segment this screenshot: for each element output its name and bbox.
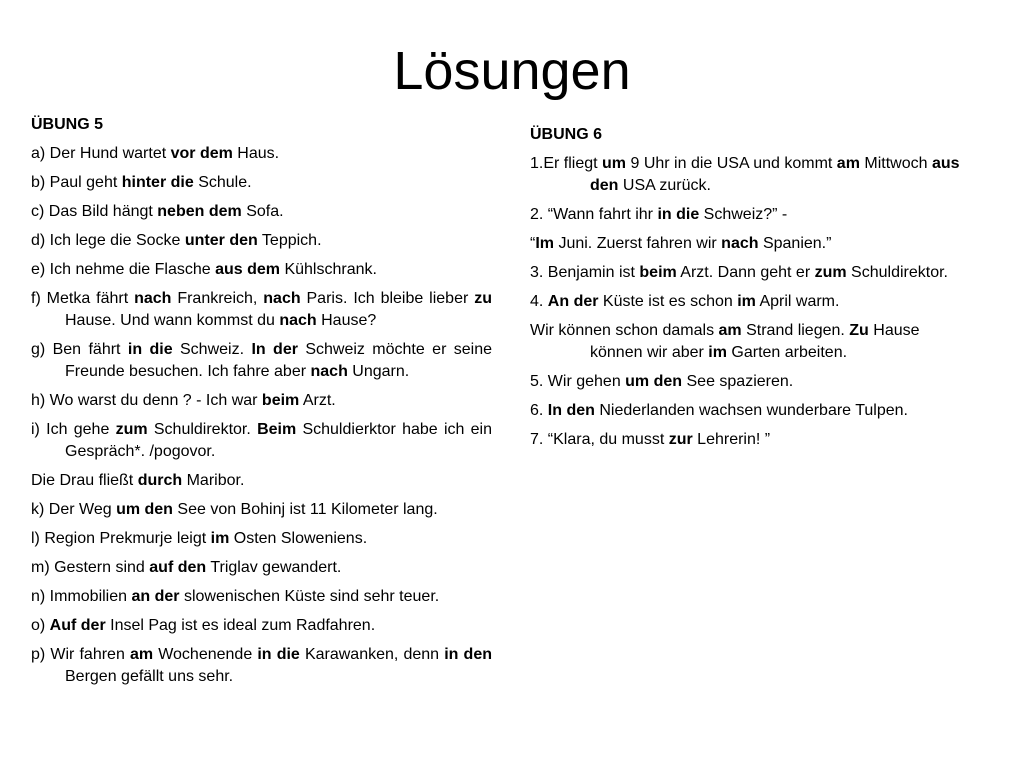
answer-text: Haus. — [232, 145, 280, 162]
answer-line — [31, 419, 492, 463]
answer-text: 9 Uhr in die USA und kommt — [626, 155, 837, 172]
answer-text: Schuldirektor. — [147, 421, 258, 438]
answer-text: Hause können wir aber — [590, 322, 920, 361]
answer-highlight: um den — [116, 501, 173, 518]
exercise-5-column — [31, 114, 492, 695]
answer-line — [530, 262, 970, 284]
answer-highlight: im — [708, 344, 727, 361]
answer-text: Paris. Ich bleibe lieber — [300, 290, 475, 307]
exercise-6-heading: ÜBUNG 6 — [530, 126, 603, 143]
answer-text: p) Wir fahren — [31, 646, 130, 663]
answer-text: b) Paul geht — [31, 174, 122, 191]
answer-line — [530, 233, 970, 255]
answer-highlight: am — [836, 155, 860, 172]
answer-text: Kühlschrank. — [280, 261, 377, 278]
answer-text: Maribor. — [182, 472, 245, 489]
answer-highlight: hinter die — [121, 174, 194, 191]
answer-highlight: Im — [535, 235, 554, 252]
answer-text: Wir können schon damals — [530, 322, 719, 339]
answer-highlight: am — [129, 646, 154, 663]
answer-text: Hause? — [316, 312, 377, 329]
answer-highlight: unter den — [184, 232, 258, 249]
answer-text: Schule. — [193, 174, 252, 191]
answer-text: Schuldierktor habe ich ein Gespräch*. /pogovor. — [65, 421, 493, 460]
answer-highlight: In den — [547, 402, 595, 419]
answer-highlight: in den — [444, 646, 492, 663]
answer-highlight: im — [737, 293, 756, 310]
answer-text: n) Immobilien — [31, 588, 132, 605]
answer-text: Frankreich, — [171, 290, 264, 307]
answer-line — [530, 153, 970, 197]
slide-title: Lösungen — [393, 41, 631, 101]
answer-highlight: An der — [547, 293, 599, 310]
answer-text: a) Der Hund wartet — [31, 145, 171, 162]
answer-text: f) Metka fährt — [31, 290, 135, 307]
answer-highlight: zu — [474, 290, 492, 307]
answer-text: Arzt. Dann geht er — [676, 264, 815, 281]
answer-text: 5. Wir gehen — [530, 373, 626, 390]
answer-highlight: um den — [625, 373, 683, 390]
answer-text: e) Ich nehme die Flasche — [31, 261, 216, 278]
answer-line — [31, 586, 492, 608]
answer-highlight: in die — [657, 206, 700, 223]
answer-highlight: an der — [131, 588, 180, 605]
answer-text: o) — [31, 617, 50, 634]
answer-text: 7. “Klara, du musst — [530, 431, 669, 448]
answer-line — [31, 259, 492, 281]
answer-text: h) Wo warst du denn ? - Ich war — [31, 392, 262, 409]
answer-highlight: zum — [814, 264, 847, 281]
answer-line — [31, 390, 492, 412]
answer-highlight: neben dem — [157, 203, 242, 220]
answer-highlight: aus dem — [215, 261, 281, 278]
answer-text: Bergen gefällt uns sehr. — [65, 668, 234, 685]
answer-highlight: nach — [721, 235, 759, 252]
answer-line — [530, 400, 970, 422]
answer-highlight: vor dem — [170, 145, 233, 162]
answer-highlight: zur — [668, 431, 693, 448]
answer-text: Mittwoch — [859, 155, 932, 172]
answer-text: Die Drau fließt — [31, 472, 138, 489]
answer-highlight: zum — [115, 421, 148, 438]
answer-line — [31, 470, 492, 492]
answer-text: Spanien.” — [758, 235, 832, 252]
answer-text: Hause. Und wann kommst du — [65, 312, 280, 329]
answer-line — [31, 615, 492, 637]
exercise-5-answers — [31, 143, 492, 688]
answer-text: Lehrerin! ” — [692, 431, 771, 448]
answer-text: slowenischen Küste sind sehr teuer. — [179, 588, 440, 605]
answer-text: 6. — [530, 402, 548, 419]
answer-text: Wochenende — [153, 646, 258, 663]
answer-highlight: durch — [137, 472, 183, 489]
answer-text: Garten arbeiten. — [726, 344, 848, 361]
answer-text: 3. Benjamin ist — [530, 264, 640, 281]
answer-line — [31, 143, 492, 165]
answer-line — [31, 172, 492, 194]
answer-text: c) Das Bild hängt — [31, 203, 158, 220]
answer-highlight: beim — [639, 264, 677, 281]
answer-text: 4. — [530, 293, 548, 310]
answer-highlight: nach — [134, 290, 172, 307]
exercise-6-column — [530, 124, 970, 458]
answer-text: Insel Pag ist es ideal zum Radfahren. — [105, 617, 376, 634]
answer-text: Schweiz. — [172, 341, 252, 358]
answer-text: Niederlanden wachsen wunderbare Tulpen. — [594, 402, 908, 419]
answer-text: See von Bohinj ist 11 Kilometer lang. — [172, 501, 438, 518]
answer-line — [31, 557, 492, 579]
answer-highlight: in die — [257, 646, 300, 663]
answer-highlight: um — [602, 155, 627, 172]
answer-line — [31, 230, 492, 252]
answer-text: April warm. — [755, 293, 840, 310]
answer-line — [530, 320, 970, 364]
answer-text: Schweiz möchte er seine Freunde besuchen. Ich fahre aber — [65, 341, 493, 380]
answer-text: l) Region Prekmurje leigt — [31, 530, 211, 547]
answer-line — [31, 528, 492, 550]
answer-highlight: Auf der — [49, 617, 106, 634]
answer-text: 2. “Wann fahrt ihr — [530, 206, 658, 223]
exercise-5-heading: ÜBUNG 5 — [31, 116, 104, 133]
answer-text: Schuldirektor. — [846, 264, 948, 281]
answer-text: Teppich. — [257, 232, 322, 249]
answer-highlight: am — [718, 322, 742, 339]
answer-text: Osten Sloweniens. — [229, 530, 368, 547]
answer-line — [31, 201, 492, 223]
answer-text: d) Ich lege die Socke — [31, 232, 185, 249]
answer-line — [31, 499, 492, 521]
answer-line — [31, 288, 492, 332]
answer-text: See spazieren. — [682, 373, 794, 390]
answer-line — [530, 291, 970, 313]
answer-highlight: im — [210, 530, 230, 547]
exercise-6-answers — [530, 153, 970, 451]
answer-text: Küste ist es schon — [598, 293, 738, 310]
answer-text: Ungarn. — [347, 363, 410, 380]
answer-highlight: aus den — [590, 155, 960, 194]
answer-highlight: In der — [251, 341, 298, 358]
answer-text: USA zurück. — [618, 177, 711, 194]
answer-highlight: auf den — [149, 559, 207, 576]
answer-text: k) Der Weg — [31, 501, 117, 518]
answer-highlight: Beim — [257, 421, 297, 438]
answer-line — [530, 371, 970, 393]
answer-line — [31, 644, 492, 688]
answer-text: Schweiz?” - — [699, 206, 788, 223]
answer-text: g) Ben fährt — [31, 341, 128, 358]
answer-line — [530, 429, 970, 451]
answer-highlight: beim — [261, 392, 300, 409]
answer-text: “ — [530, 235, 536, 252]
answer-highlight: nach — [263, 290, 301, 307]
answer-line — [530, 204, 970, 226]
answer-text: i) Ich gehe — [31, 421, 116, 438]
answer-line — [31, 339, 492, 383]
answer-text: 1.Er fliegt — [530, 155, 603, 172]
answer-highlight: nach — [310, 363, 348, 380]
answer-text: Juni. Zuerst fahren wir — [554, 235, 722, 252]
answer-text: m) Gestern sind — [31, 559, 150, 576]
answer-highlight: in die — [127, 341, 173, 358]
answer-text: Arzt. — [299, 392, 336, 409]
answer-highlight: nach — [279, 312, 317, 329]
answer-text: Strand liegen. — [741, 322, 850, 339]
answer-text: Karawanken, denn — [299, 646, 445, 663]
answer-text: Triglav gewandert. — [206, 559, 342, 576]
answer-highlight: Zu — [849, 322, 869, 339]
answer-text: Sofa. — [241, 203, 284, 220]
